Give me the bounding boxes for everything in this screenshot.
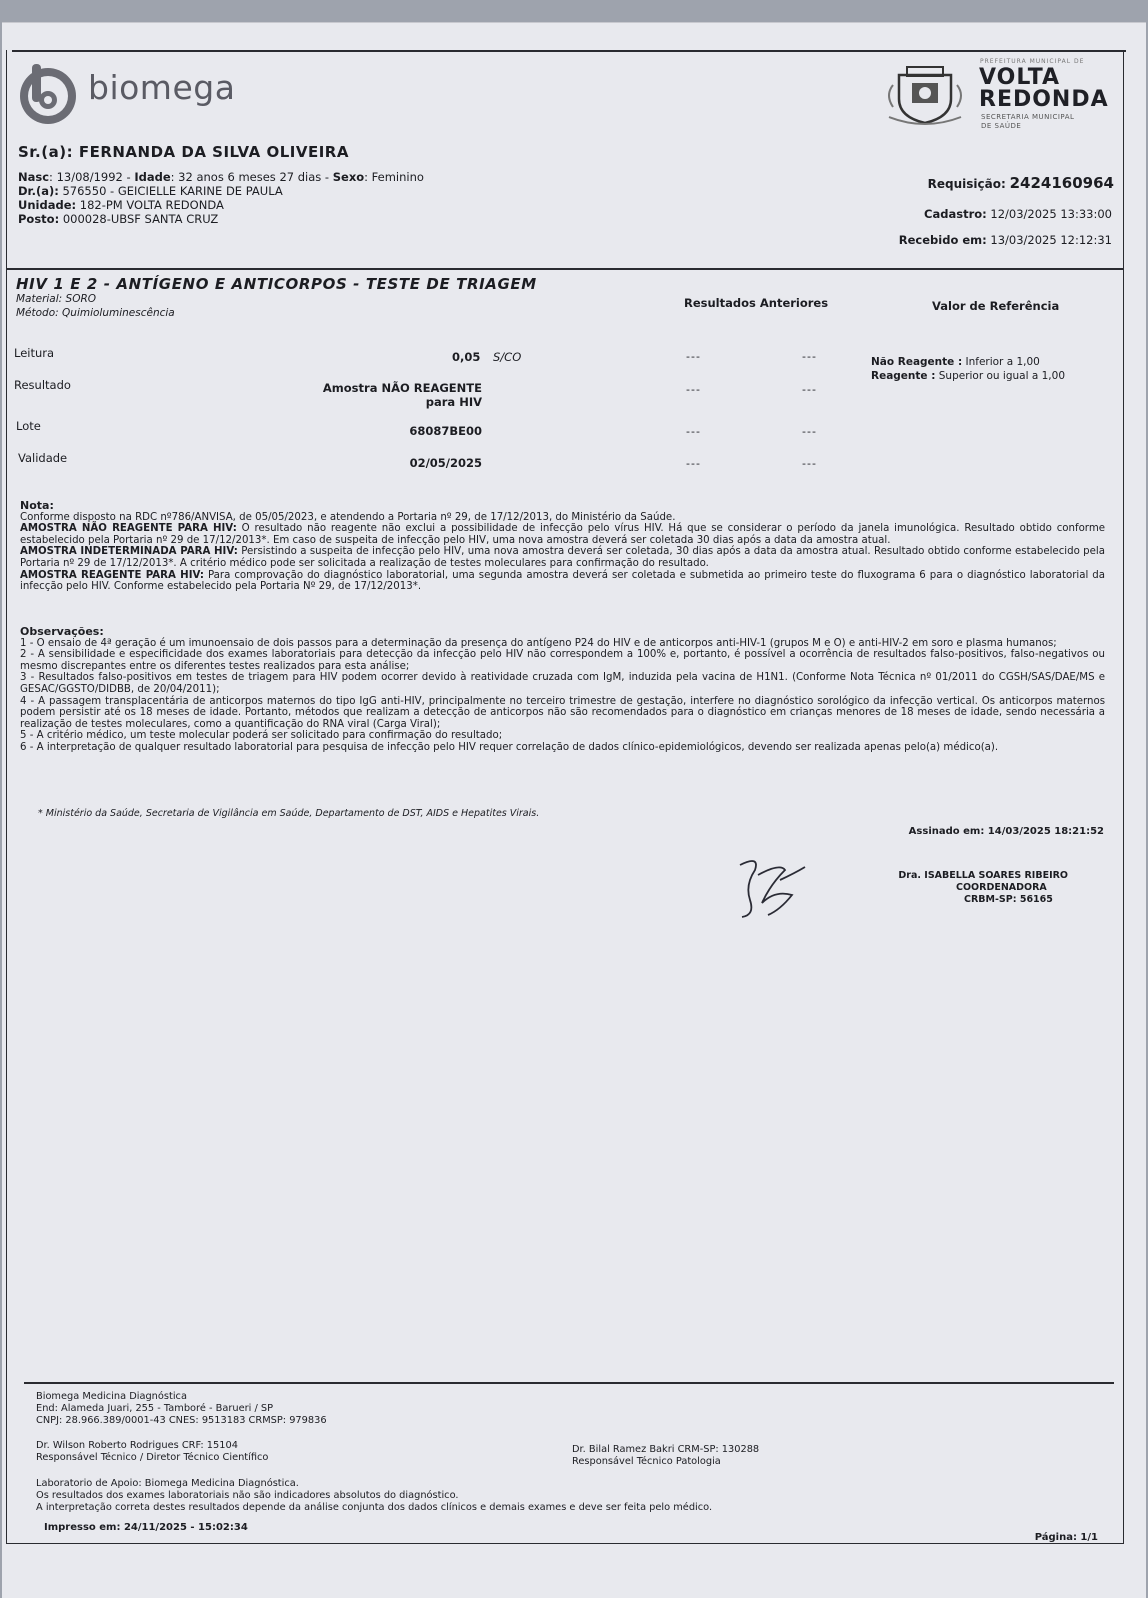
nota-indeterminada xyxy=(20,546,1105,569)
row-lote-prev1: --- xyxy=(686,425,701,438)
cadastro-label: Cadastro: xyxy=(924,207,987,221)
idade-label: Idade xyxy=(134,170,171,184)
sexo-label: Sexo xyxy=(332,170,365,184)
doctor-label: Dr.(a): xyxy=(18,184,59,198)
patient-name-label: Sr.(a): xyxy=(18,143,74,161)
nota-intro: Conforme disposto na RDC nº786/ANVISA, de 05/05/2023, e atendendo a Portaria nº 29, de 17/12/2013, do Ministério da Saúde. xyxy=(20,511,676,523)
frame-top-line xyxy=(12,50,1126,52)
row-leitura-value: 0,05 xyxy=(452,350,481,364)
row-leitura-unit: S/CO xyxy=(493,350,522,364)
doctor-value: 576550 - GEICIELLE KARINE DE PAULA xyxy=(58,184,283,198)
reference-reagente xyxy=(871,370,1065,383)
row-leitura-label: Leitura xyxy=(14,346,55,360)
signer-name: Dra. ISABELLA SOARES RIBEIRO xyxy=(898,870,1068,881)
row-resultado-label: Resultado xyxy=(14,378,71,392)
exam-material: Material: SORO xyxy=(16,293,97,305)
observacoes-footnote: * Ministério da Saúde, Secretaria de Vigilância em Saúde, Departamento de DST, AIDS e Hepatites Virais. xyxy=(38,808,540,819)
row-validade-label: Validade xyxy=(18,451,68,465)
patient-name: FERNANDA DA SILVA OLIVEIRA xyxy=(78,143,349,161)
requisicao-label: Requisição: xyxy=(927,177,1006,191)
ref-nr-value: Inferior a 1,00 xyxy=(962,356,1040,368)
ref-r-label: Reagente : xyxy=(871,370,936,382)
sexo-value: : Feminino xyxy=(364,170,424,184)
footer-rt1-role: Responsável Técnico / Diretor Técnico Científico xyxy=(36,1452,269,1463)
doctor-line xyxy=(18,184,283,198)
observacao-item: 3 - Resultados falso-positivos em testes de triagem para HIV podem ocorrer devido à reatividade cruzada com IgM, induzida pela vacina de H1N1. (Conforme Nota Técnica nº 01/2011 do CGSH/SAS/DAE/MS e GESAC/GGSTO/DIDBB, de 20/04/2011); xyxy=(20,672,1105,695)
footer-company: Biomega Medicina Diagnóstica xyxy=(36,1391,187,1402)
posto-value: 000028-UBSF SANTA CRUZ xyxy=(59,212,219,226)
observacao-item: 5 - A critério médico, um teste molecular poderá ser solicitado para confirmação do resultado; xyxy=(20,730,503,742)
cadastro-line xyxy=(924,207,1112,221)
row-lote-label: Lote xyxy=(16,419,41,433)
nota-ind-label: AMOSTRA INDETERMINADA PARA HIV: xyxy=(20,546,238,558)
city-name-line2: REDONDA xyxy=(979,87,1109,112)
idade-value: : 32 anos 6 meses 27 dias - xyxy=(170,170,333,184)
secretaria-line2: DE SAÚDE xyxy=(981,122,1022,130)
recebido-line xyxy=(899,233,1112,247)
prefeitura-label: PREFEITURA MUNICIPAL DE xyxy=(980,58,1085,65)
footer-rt1-name: Dr. Wilson Roberto Rodrigues CRF: 15104 xyxy=(36,1440,238,1451)
recebido-value: 13/03/2025 12:12:31 xyxy=(990,233,1112,247)
footer-disclaimer1: Os resultados dos exames laboratoriais não são indicadores absolutos do diagnóstico. xyxy=(36,1490,459,1501)
footer-disclaimer2: A interpretação correta destes resultados depende da análise conjunta dos dados clínicos e demais exames e deve ser feita pelo médico. xyxy=(36,1502,713,1513)
nota-reagente xyxy=(20,570,1105,593)
footer-impresso: Impresso em: 24/11/2025 - 15:02:34 xyxy=(44,1522,248,1533)
unidade-line xyxy=(18,198,224,212)
nota-r-text: Para comprovação do diagnóstico laboratorial, uma segunda amostra deverá ser coletada e submetida ao primeiro teste do fluxograma 6 para o diagnóstico laboratorial da infecção pelo HIV. Conforme estabelecido pela Portaria Nº 29, de 17/12/2013*. xyxy=(20,569,1105,593)
signer-crbm: CRBM-SP: 56165 xyxy=(964,894,1053,905)
footer-rt2-name: Dr. Bilal Ramez Bakri CRM-SP: 130288 xyxy=(572,1444,760,1455)
reference-header: Valor de Referência xyxy=(932,299,1060,313)
recebido-label: Recebido em: xyxy=(898,233,987,247)
requisicao-line xyxy=(928,174,1114,192)
nota-heading: Nota: xyxy=(20,499,54,512)
assinado-em: Assinado em: 14/03/2025 18:21:52 xyxy=(908,826,1104,837)
footer-pagina: Página: 1/1 xyxy=(1034,1532,1098,1543)
header-separator xyxy=(6,268,1124,270)
posto-label: Posto: xyxy=(18,212,60,226)
nota-block xyxy=(20,500,1105,593)
ref-nr-label: Não Reagente : xyxy=(871,356,963,368)
reference-nao-reagente xyxy=(871,356,1040,369)
observacao-item: 2 - A sensibilidade e especificidade dos exames laboratoriais para detecção da infecção pelo HIV não correspondem a 100% e, portanto, é possível a ocorrência de resultados falso-positivos, falso-negativos ou mesmo discrepantes entre os diferentes testes realizados para esta análise; xyxy=(20,649,1105,672)
nota-r-label: AMOSTRA REAGENTE PARA HIV: xyxy=(20,569,204,581)
observacao-item: 4 - A passagem transplacentária de anticorpos maternos do tipo IgG anti-HIV, principalmente no terceiro trimestre de gestação, interfere no diagnóstico sorológico da infecção vertical. Os anticorpos maternos podem persistir até os 18 meses de idade. Portanto, métodos que realizam a detecção de anticorpos não são recomendados para o diagnóstico em crianças menores de 18 meses de idade, sendo necessária a realização de testes moleculares, como a quantificação do RNA viral (Carga Viral); xyxy=(20,695,1105,730)
patient-birth-line xyxy=(18,170,424,184)
footer-address: End: Alameda Juari, 255 - Tamboré - Barueri / SP xyxy=(36,1403,274,1414)
exam-method: Método: Quimioluminescência xyxy=(16,307,175,319)
posto-line xyxy=(18,212,218,226)
unidade-label: Unidade: xyxy=(18,198,77,212)
row-validade-prev1: --- xyxy=(686,457,701,470)
city-name-line1: VOLTA xyxy=(979,65,1061,90)
nasc-label: Nasc xyxy=(18,170,50,184)
observacoes-block xyxy=(20,626,1105,754)
row-resultado-value: Amostra NÃO REAGENTE xyxy=(322,381,482,395)
signature-scribble-icon xyxy=(730,855,810,925)
footer-cnpj: CNPJ: 28.966.389/0001-43 CNES: 9513183 CRMSP: 979836 xyxy=(36,1415,327,1426)
nota-nr-label: AMOSTRA NÃO REAGENTE PARA HIV: xyxy=(20,523,237,535)
observacao-item: 1 - O ensaio de 4ª geração é um imunoensaio de dois passos para a determinação da presença do antígeno P24 do HIV e de anticorpos anti-HIV-1 (grupos M e O) e anti-HIV-2 em soro e plasma humanos; xyxy=(20,637,1057,649)
nasc-value: : 13/08/1992 - xyxy=(49,170,135,184)
row-resultado-prev1: --- xyxy=(686,383,701,396)
ref-r-value: Superior ou igual a 1,00 xyxy=(935,370,1065,382)
row-resultado-value2: para HIV xyxy=(425,395,482,409)
row-validade-value: 02/05/2025 xyxy=(409,456,482,470)
brand-name: biomega xyxy=(88,68,236,107)
row-resultado-prev2: --- xyxy=(802,383,817,396)
observacao-item: 6 - A interpretação de qualquer resultado laboratorial para pesquisa de infecção pelo HIV requer correlação de dados clínico-epidemiológicos, devendo ser realizada apenas pelo(a) médico(a). xyxy=(20,741,999,753)
nota-nr-text: O resultado não reagente não exclui a possibilidade de infecção pelo vírus HIV. Há que se considerar o período da janela imunológica. Resultado obtido conforme estabelecido pela Portaria nº 29 de 17/12/2013*. Em caso de suspeita de infecção pelo HIV, uma nova amostra deverá ser coletada 30 dias após a data da amostra atual. xyxy=(20,523,1106,546)
secretaria-line1: SECRETARIA MUNICIPAL xyxy=(981,113,1075,121)
row-validade-prev2: --- xyxy=(802,457,817,470)
row-leitura-prev2: --- xyxy=(802,350,817,363)
patient-name-line xyxy=(18,143,349,161)
footer-separator xyxy=(24,1382,1114,1384)
observacoes-heading: Observações: xyxy=(20,625,104,638)
footer-apoio: Laboratorio de Apoio: Biomega Medicina Diagnóstica. xyxy=(36,1478,299,1489)
exam-title: HIV 1 E 2 - ANTÍGENO E ANTICORPOS - TESTE DE TRIAGEM xyxy=(16,275,537,293)
nota-nao-reagente xyxy=(20,523,1105,546)
cadastro-value: 12/03/2025 13:33:00 xyxy=(990,207,1112,221)
row-leitura-prev1: --- xyxy=(686,350,701,363)
footer-rt2-role: Responsável Técnico Patologia xyxy=(572,1456,721,1467)
city-crest-icon xyxy=(885,65,965,127)
requisicao-value: 2424160964 xyxy=(1009,174,1114,192)
row-lote-value: 68087BE00 xyxy=(409,424,482,438)
nota-ind-text: Persistindo a suspeita de infecção pelo HIV, uma nova amostra deverá ser coletada, 30 dias após a data da amostra atual. Resultado obtido conforme estabelecido pela Portaria nº 29 de 17/12/2013*. A critério médico pode ser solicitada a realização de testes moleculares para confirmação do resultado. xyxy=(20,546,1105,569)
unidade-value: 182-PM VOLTA REDONDA xyxy=(76,198,224,212)
signer-role: COORDENADORA xyxy=(956,882,1047,893)
row-lote-prev2: --- xyxy=(802,425,817,438)
biomega-logo-icon xyxy=(14,58,80,128)
previous-results-header: Resultados Anteriores xyxy=(684,296,829,310)
